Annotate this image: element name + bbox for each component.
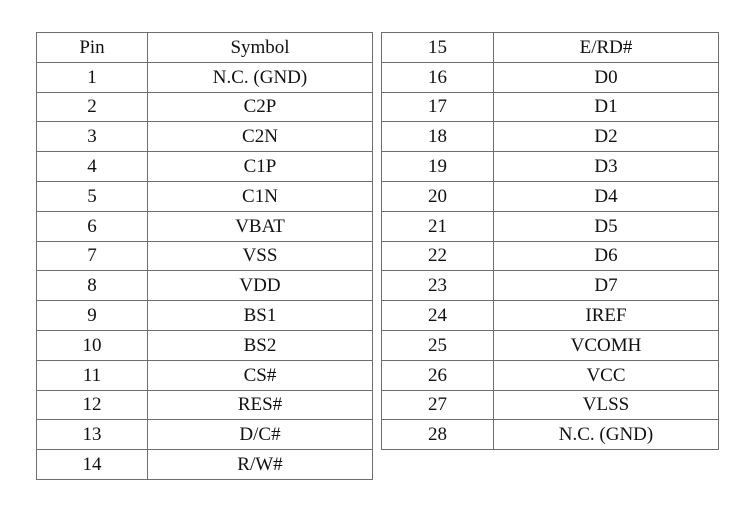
pin-number: 3: [37, 122, 148, 152]
table-row: [37, 420, 373, 450]
table-row: [37, 122, 373, 152]
table-row: [37, 62, 373, 92]
table-row: [37, 271, 373, 301]
pin-table-left: [36, 32, 373, 480]
table-row: [382, 211, 719, 241]
pin-symbol: VCC: [494, 360, 719, 390]
table-row: [37, 241, 373, 271]
pin-number: 6: [37, 211, 148, 241]
pin-number: 4: [37, 152, 148, 182]
pin-symbol: R/W#: [148, 450, 373, 480]
table-row: [382, 62, 719, 92]
pin-symbol: D0: [494, 62, 719, 92]
pin-number: 26: [382, 360, 494, 390]
table-row: [382, 271, 719, 301]
pin-symbol: C1P: [148, 152, 373, 182]
pin-number: 19: [382, 152, 494, 182]
pin-symbol: C1N: [148, 181, 373, 211]
table-row: [382, 181, 719, 211]
table-row: [37, 301, 373, 331]
pin-symbol: C2N: [148, 122, 373, 152]
pin-number: 13: [37, 420, 148, 450]
pin-number: 9: [37, 301, 148, 331]
table-row: [382, 122, 719, 152]
pin-number: 22: [382, 241, 494, 271]
table-row: [37, 450, 373, 480]
pin-symbol: CS#: [148, 360, 373, 390]
pin-symbol: N.C. (GND): [494, 420, 719, 450]
table-row: [37, 360, 373, 390]
pin-symbol: D1: [494, 92, 719, 122]
pin-symbol: D5: [494, 211, 719, 241]
table-row: [37, 390, 373, 420]
table-row: [382, 420, 719, 450]
pin-number: 28: [382, 420, 494, 450]
table-header-row: [37, 33, 373, 63]
table-row: [37, 152, 373, 182]
table-row: [382, 390, 719, 420]
pin-number: 27: [382, 390, 494, 420]
pin-number: 5: [37, 181, 148, 211]
table-row: [382, 33, 719, 63]
pin-number: 1: [37, 62, 148, 92]
table-row: [382, 152, 719, 182]
pin-number: 2: [37, 92, 148, 122]
pin-number: 10: [37, 330, 148, 360]
pin-symbol: D7: [494, 271, 719, 301]
pin-table-right: [381, 32, 719, 450]
table-row: [382, 330, 719, 360]
pin-symbol: N.C. (GND): [148, 62, 373, 92]
pin-symbol: D6: [494, 241, 719, 271]
table-row: [37, 211, 373, 241]
pin-symbol: VDD: [148, 271, 373, 301]
pin-symbol: IREF: [494, 301, 719, 331]
pin-symbol: D2: [494, 122, 719, 152]
table-row: [382, 92, 719, 122]
pin-number: 23: [382, 271, 494, 301]
pin-symbol: BS2: [148, 330, 373, 360]
pin-number: 25: [382, 330, 494, 360]
pin-symbol: E/RD#: [494, 33, 719, 63]
pin-symbol: BS1: [148, 301, 373, 331]
pin-number: 16: [382, 62, 494, 92]
pin-column-header: Pin: [37, 33, 148, 63]
pin-symbol: D4: [494, 181, 719, 211]
pin-symbol: VCOMH: [494, 330, 719, 360]
table-row: [37, 92, 373, 122]
pin-symbol: VBAT: [148, 211, 373, 241]
pin-number: 12: [37, 390, 148, 420]
pin-symbol: D3: [494, 152, 719, 182]
pin-symbol: VSS: [148, 241, 373, 271]
pin-number: 20: [382, 181, 494, 211]
pin-number: 11: [37, 360, 148, 390]
symbol-column-header: Symbol: [148, 33, 373, 63]
table-row: [37, 330, 373, 360]
pin-symbol: D/C#: [148, 420, 373, 450]
pin-number: 18: [382, 122, 494, 152]
pin-number: 21: [382, 211, 494, 241]
pin-symbol: VLSS: [494, 390, 719, 420]
pin-symbol: RES#: [148, 390, 373, 420]
pin-number: 15: [382, 33, 494, 63]
pin-symbol: C2P: [148, 92, 373, 122]
table-row: [382, 360, 719, 390]
pin-number: 8: [37, 271, 148, 301]
pin-number: 24: [382, 301, 494, 331]
pin-number: 14: [37, 450, 148, 480]
table-row: [382, 241, 719, 271]
pin-number: 17: [382, 92, 494, 122]
pin-number: 7: [37, 241, 148, 271]
table-row: [382, 301, 719, 331]
table-row: [37, 181, 373, 211]
